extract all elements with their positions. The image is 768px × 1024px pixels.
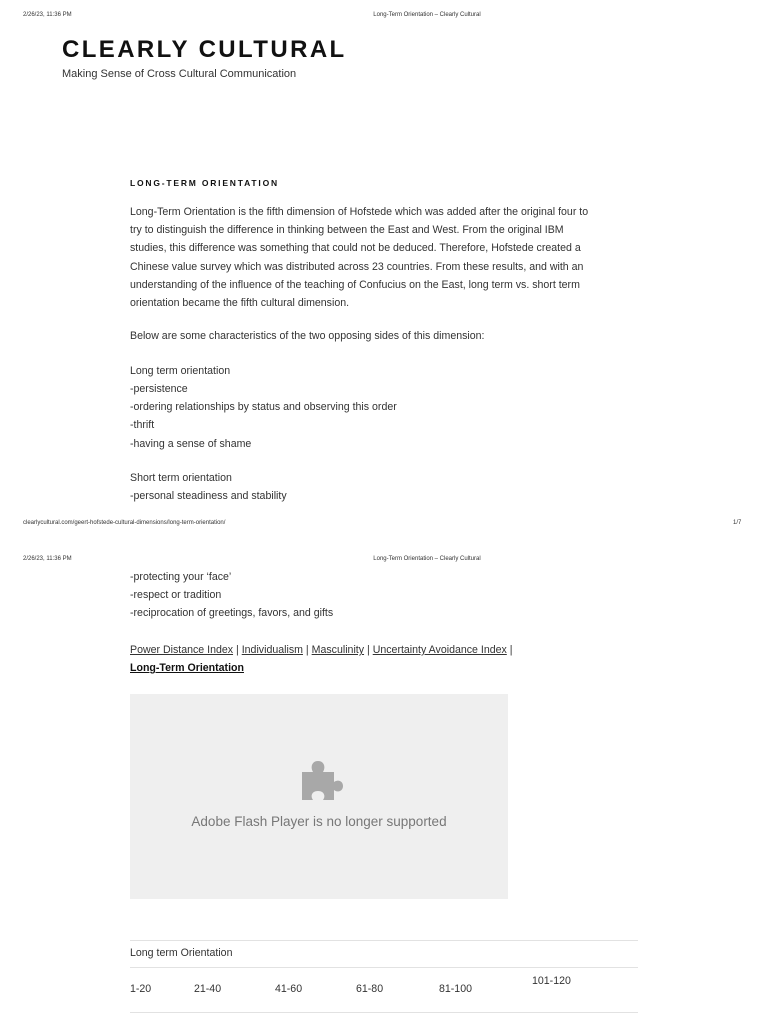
article-heading: LONG-TERM ORIENTATION [130,178,279,188]
intro-paragraph [130,203,635,312]
legend-range: 101-120 [532,975,571,987]
print-header-title: Long-Term Orientation – Clearly Cultural [373,556,481,562]
legend-title: Long term Orientation [130,947,233,959]
long-term-title: Long term orientation [130,365,231,377]
short-term-title: Short term orientation [130,472,232,484]
nav-separator: | [367,644,370,656]
intro-line: orientation became the fifth cultural dimension. [130,297,350,310]
print-footer-url: clearlycultural.com/geert-hofstede-cultural-dimensions/long-term-orientation/ [23,520,226,526]
long-term-item: -thrift [130,419,155,431]
characteristics-intro: Below are some characteristics of the two opposing sides of this dimension: [130,330,485,342]
print-header-title: Long-Term Orientation – Clearly Cultural [373,12,481,18]
intro-line: try to distinguish the difference in thinking between the East and West. From the original IBM [130,224,564,237]
legend-range: 81-100 [439,983,472,995]
link-long-term-orientation[interactable]: Long-Term Orientation [130,662,244,674]
link-masculinity[interactable]: Masculinity [311,644,365,656]
table-top-rule [130,940,638,941]
intro-line: understanding of the influence of the teaching of Confucius on the East, long term vs. short term [130,278,580,291]
legend-range: 21-40 [194,983,222,995]
short-term-item: -respect or tradition [130,589,222,601]
intro-line: studies, this difference was something that could not be deduced. Therefore, Hofstede created a [130,242,581,255]
site-title[interactable]: CLEARLY CULTURAL [62,36,347,63]
nav-separator: | [236,644,239,656]
puzzle-piece-icon [296,756,344,804]
long-term-item: -having a sense of shame [130,438,252,450]
short-term-item: -personal steadiness and stability [130,490,287,502]
print-header-datetime: 2/26/23, 11:36 PM [23,12,72,18]
link-power-distance-index[interactable]: Power Distance Index [130,644,234,656]
short-term-item: -reciprocation of greetings, favors, and gifts [130,607,334,619]
short-term-item: -protecting your ‘face’ [130,571,232,583]
table-mid-rule [130,967,638,968]
table-bottom-rule [130,1012,638,1013]
long-term-item: -persistence [130,383,188,395]
flash-unsupported-message: Adobe Flash Player is no longer supported [191,814,447,829]
site-tagline: Making Sense of Cross Cultural Communication [62,68,297,80]
dimension-nav [130,641,600,677]
print-header-datetime: 2/26/23, 11:36 PM [23,556,72,562]
link-uncertainty-avoidance-index[interactable]: Uncertainty Avoidance Index [372,644,507,656]
nav-separator: | [509,644,513,656]
nav-separator: | [305,644,309,656]
legend-range: 61-80 [356,983,384,995]
link-individualism[interactable]: Individualism [241,644,303,656]
intro-line: Chinese value survey which was distributed across 23 countries. From these results, and with an [130,260,584,273]
flash-embed-placeholder[interactable] [130,694,508,899]
legend-range: 41-60 [275,983,303,995]
long-term-item: -ordering relationships by status and observing this order [130,401,397,413]
intro-line: Long-Term Orientation is the fifth dimension of Hofstede which was added after the original four to [130,206,589,218]
print-footer-page: 1/7 [733,520,742,526]
legend-range: 1-20 [130,983,152,995]
